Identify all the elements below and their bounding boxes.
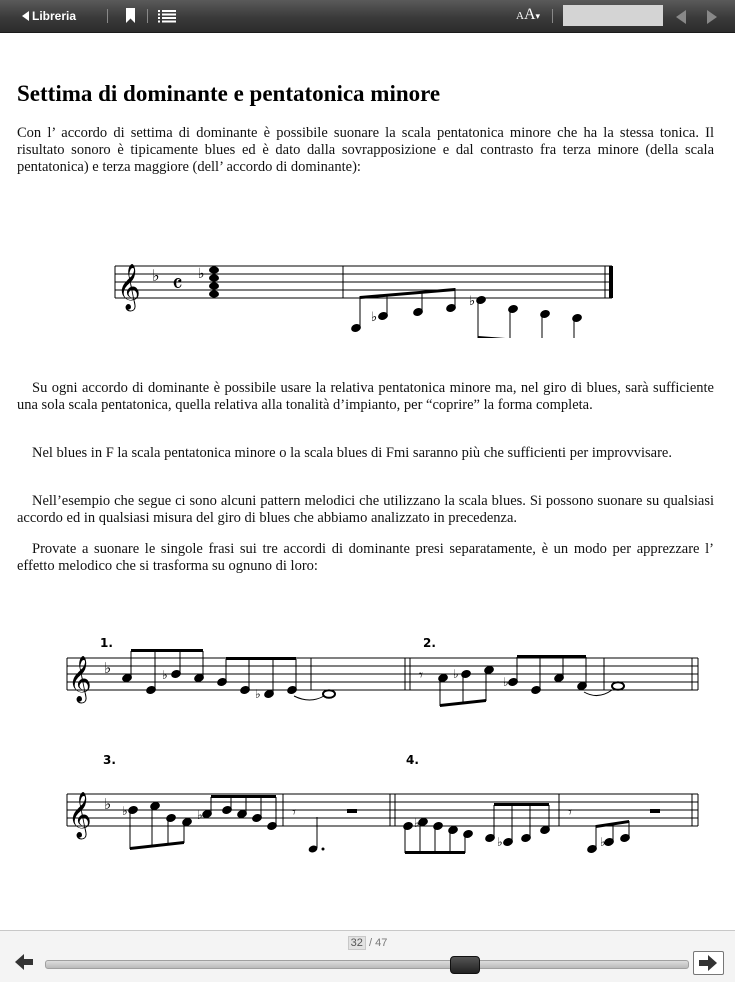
svg-text:♭: ♭ xyxy=(152,266,160,285)
next-page-arrow-icon xyxy=(698,954,718,972)
svg-text:♭: ♭ xyxy=(198,266,205,282)
svg-text:𝄞: 𝄞 xyxy=(68,792,92,838)
book-page xyxy=(0,33,735,929)
svg-text:♭: ♭ xyxy=(453,667,459,681)
back-arrow-icon xyxy=(22,11,29,21)
example-4-label: 4. xyxy=(406,753,419,767)
svg-text:♭: ♭ xyxy=(122,804,128,818)
previous-page-arrow-icon[interactable] xyxy=(14,953,34,971)
paragraph-patterns: Nell’esempio che segue ci sono alcuni pattern melodici che utilizzano la scala blues. Si possono suonare su qualsiasi accordo ed in qualsiasi misura del giro di blues che abbiamo analizzato in precedenza. xyxy=(17,493,714,526)
font-size-small-label: A xyxy=(516,10,524,22)
example-row-2 xyxy=(0,745,735,855)
svg-text:♭: ♭ xyxy=(469,294,476,309)
example-row-1 xyxy=(0,628,735,718)
page-slider-track[interactable] xyxy=(45,960,689,969)
total-pages: 47 xyxy=(375,937,388,949)
page-indicator xyxy=(0,937,735,949)
svg-text:𝄾: 𝄾 xyxy=(568,803,572,821)
search-input[interactable] xyxy=(563,5,663,26)
next-page-button[interactable] xyxy=(693,951,724,975)
svg-text:♭: ♭ xyxy=(162,668,168,682)
svg-text:𝄞: 𝄞 xyxy=(117,264,141,310)
page-slider-thumb[interactable] xyxy=(450,956,480,974)
svg-text:♭: ♭ xyxy=(503,675,509,689)
svg-text:♭: ♭ xyxy=(371,310,378,325)
paragraph-dominant: Su ogni accordo di dominante è possibile usare la relativa pentatonica minore ma, nel giro di blues, sarà sufficiente una sola scala pentatonica, quella relativa alla tonalità d’impianto, per “coprire” la forma completa. xyxy=(17,380,714,413)
svg-text:♭: ♭ xyxy=(600,835,606,849)
bottom-navigation-bar xyxy=(0,930,735,982)
bookmark-icon[interactable] xyxy=(125,8,136,23)
svg-text:♭: ♭ xyxy=(255,687,261,701)
svg-text:𝄞: 𝄞 xyxy=(68,656,92,702)
font-size-big-label: A xyxy=(523,6,536,23)
example-1-label: 1. xyxy=(100,636,113,650)
example-3-label: 3. xyxy=(103,753,116,767)
library-button[interactable] xyxy=(22,7,76,25)
svg-text:𝄾: 𝄾 xyxy=(419,666,423,684)
scale-staff-example xyxy=(0,248,735,338)
current-page-number: 32 xyxy=(348,936,366,950)
table-of-contents-icon[interactable] xyxy=(158,10,176,23)
svg-text:♭: ♭ xyxy=(104,795,112,813)
svg-text:𝄴: 𝄴 xyxy=(172,270,183,298)
previous-result-icon[interactable] xyxy=(676,10,686,24)
svg-text:♭: ♭ xyxy=(497,835,503,849)
toolbar-divider xyxy=(552,9,553,23)
toolbar-divider xyxy=(107,9,108,23)
svg-text:♭: ♭ xyxy=(414,816,420,830)
caret-down-icon: ▾ xyxy=(535,11,541,21)
svg-text:𝄾: 𝄾 xyxy=(292,803,296,821)
svg-text:♭: ♭ xyxy=(197,808,203,822)
toolbar-divider xyxy=(147,9,148,23)
paragraph-exercise: Provate a suonare le singole frasi sui tre accordi di dominante presi separatamente, è un modo per apprezzare l’ effetto melodico che si trasforma su ognuno di loro: xyxy=(17,541,714,574)
library-button-label: Libreria xyxy=(32,9,77,23)
svg-text:♭: ♭ xyxy=(104,659,112,677)
page-separator: / xyxy=(368,937,373,949)
paragraph-blues-f: Nel blues in F la scala pentatonica minore o la scala blues di Fmi saranno più che sufficienti per improvvisare. xyxy=(32,445,672,461)
next-result-icon[interactable] xyxy=(707,10,717,24)
top-toolbar xyxy=(0,0,735,33)
font-size-button[interactable] xyxy=(516,6,540,24)
page-title: Settima di dominante e pentatonica minore xyxy=(17,81,441,106)
paragraph-intro: Con l’ accordo di settima di dominante è possibile suonare la scala pentatonica minore che ha la stessa tonica. Il risultato sonoro è tipicamente blues ed è dato dalla sovrapposizione e dal contrasto fra terza minore (della scala pentatonica) e terza maggiore (dell’ accordo di dominante): xyxy=(17,125,714,175)
example-2-label: 2. xyxy=(423,636,436,650)
